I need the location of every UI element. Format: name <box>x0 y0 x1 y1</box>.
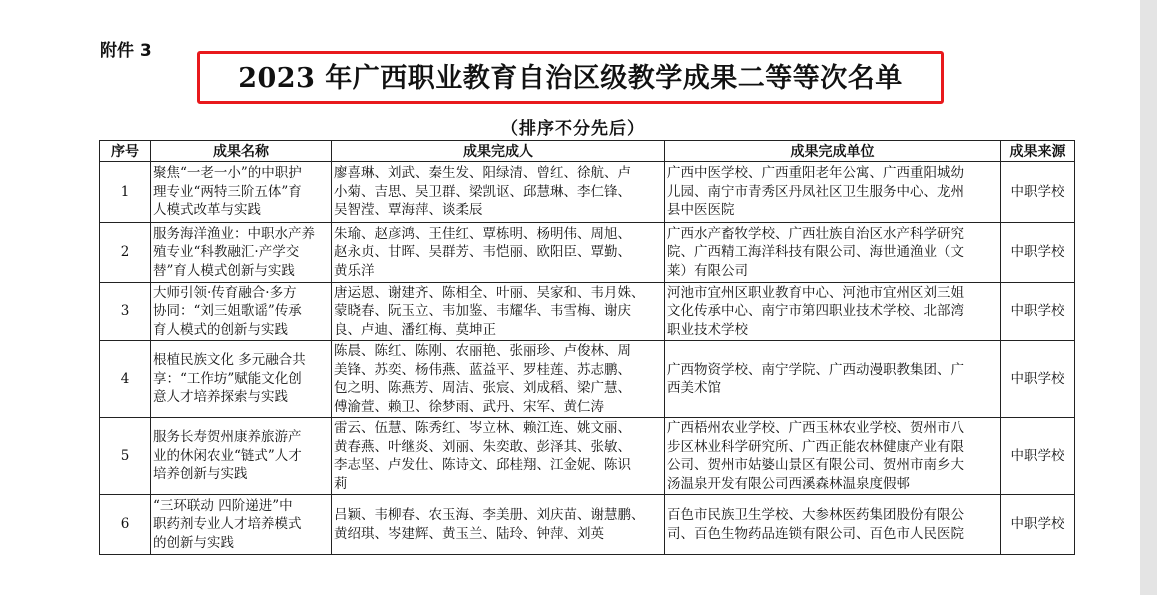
row-achievement-name: 根植民族文化 多元融合共 享：“工作坊”赋能文化创 意人才培养探索与实践 <box>151 341 332 418</box>
table-row <box>100 223 1075 283</box>
table-row <box>100 341 1075 418</box>
table-header-row <box>100 141 1075 162</box>
row-contributors: 朱瑜、赵彦鸿、王佳红、覃栋明、杨明伟、周旭、 赵永贞、甘晖、吴群芳、韦恺丽、欧阳臣、覃勤、 黄乐洋 <box>332 223 665 283</box>
row-index: 1 <box>100 162 151 223</box>
row-achievement-name: 服务长寿贺州康养旅游产 业的休闲农业“链式”人才 培养创新与实践 <box>151 418 332 495</box>
row-units: 广西水产畜牧学校、广西壮族自治区水产科学研究 院、广西精工海洋科技有限公司、海世通渔业（文 莱）有限公司 <box>665 223 1001 283</box>
document-subtitle: （排序不分先后） <box>501 119 645 139</box>
table-row <box>100 495 1075 555</box>
row-contributors: 陈晨、陈红、陈刚、农丽艳、张丽珍、卢俊林、周 美锋、苏奕、杨伟燕、蓝益平、罗桂莲、苏志鹏、 包之明、陈燕芳、周洁、张宸、刘成稻、梁广慧、 傅渝萱、赖卫、徐梦雨、武丹、宋军、黄仁涛 <box>332 341 665 418</box>
row-index: 2 <box>100 223 151 283</box>
row-index: 5 <box>100 418 151 495</box>
table-row <box>100 162 1075 223</box>
attachment-label: 附件 3 <box>100 41 152 61</box>
table-row <box>100 418 1075 495</box>
row-source: 中职学校 <box>1001 162 1075 223</box>
row-source: 中职学校 <box>1001 495 1075 555</box>
row-units: 广西梧州农业学校、广西玉林农业学校、贺州市八 步区林业科学研究所、广西正能农林健康产业有限 公司、贺州市姑婆山景区有限公司、贺州市南乡大 汤温泉开发有限公司西溪森林温泉度假邨 <box>665 418 1001 495</box>
header-contributors: 成果完成人 <box>332 141 665 162</box>
viewer-scroll-edge[interactable] <box>1140 0 1157 595</box>
document-title: 2023 年广西职业教育自治区级教学成果二等等次名单 <box>238 63 903 94</box>
table-row <box>100 283 1075 341</box>
row-index: 4 <box>100 341 151 418</box>
row-units: 广西中医学校、广西重阳老年公寓、广西重阳城幼 儿园、南宁市青秀区丹凤社区卫生服务中心、龙州 县中医医院 <box>665 162 1001 223</box>
row-achievement-name: 服务海洋渔业：中职水产养 殖专业“科教融汇·产学交 替”育人模式创新与实践 <box>151 223 332 283</box>
row-index: 6 <box>100 495 151 555</box>
results-table <box>99 140 1075 555</box>
row-source: 中职学校 <box>1001 341 1075 418</box>
row-achievement-name: 大师引领·传育融合·多方 协同：“刘三姐歌谣”传承 育人模式的创新与实践 <box>151 283 332 341</box>
row-units: 百色市民族卫生学校、大参林医药集团股份有限公 司、百色生物药品连锁有限公司、百色市人民医院 <box>665 495 1001 555</box>
header-index: 序号 <box>100 141 151 162</box>
row-source: 中职学校 <box>1001 283 1075 341</box>
header-units: 成果完成单位 <box>665 141 1001 162</box>
header-source: 成果来源 <box>1001 141 1075 162</box>
row-units: 广西物资学校、南宁学院、广西动漫职教集团、广 西美术馆 <box>665 341 1001 418</box>
row-index: 3 <box>100 283 151 341</box>
row-contributors: 雷云、伍慧、陈秀红、岑立林、赖江连、姚文丽、 黄春燕、叶继炎、刘丽、朱奕敢、彭泽其、张敏、 李志坚、卢发仕、陈诗文、邱桂翔、江金妮、陈识 莉 <box>332 418 665 495</box>
row-source: 中职学校 <box>1001 223 1075 283</box>
row-source: 中职学校 <box>1001 418 1075 495</box>
row-achievement-name: 聚焦“一老一小”的中职护 理专业“两特三阶五体”育 人模式改革与实践 <box>151 162 332 223</box>
row-contributors: 吕颖、韦柳春、农玉海、李美册、刘庆苗、谢慧鹏、 黄绍琪、岑建辉、黄玉兰、陆玲、钟萍、刘英 <box>332 495 665 555</box>
row-achievement-name: “三环联动 四阶递进”中 职药剂专业人才培养模式 的创新与实践 <box>151 495 332 555</box>
row-units: 河池市宜州区职业教育中心、河池市宜州区刘三姐 文化传承中心、南宁市第四职业技术学校、北部湾 职业技术学校 <box>665 283 1001 341</box>
row-contributors: 唐运恩、谢建齐、陈相全、叶丽、吴家和、韦月姝、 蒙晓春、阮玉立、韦加鉴、韦耀华、韦雪梅、谢庆 良、卢迪、潘红梅、莫坤正 <box>332 283 665 341</box>
row-contributors: 廖喜琳、刘武、秦生发、阳绿清、曾红、徐航、卢 小菊、吉思、吴卫群、梁凯讴、邱慧琳、李仁锋、 吴智滢、覃海萍、谈柔辰 <box>332 162 665 223</box>
header-achievement-name: 成果名称 <box>151 141 332 162</box>
